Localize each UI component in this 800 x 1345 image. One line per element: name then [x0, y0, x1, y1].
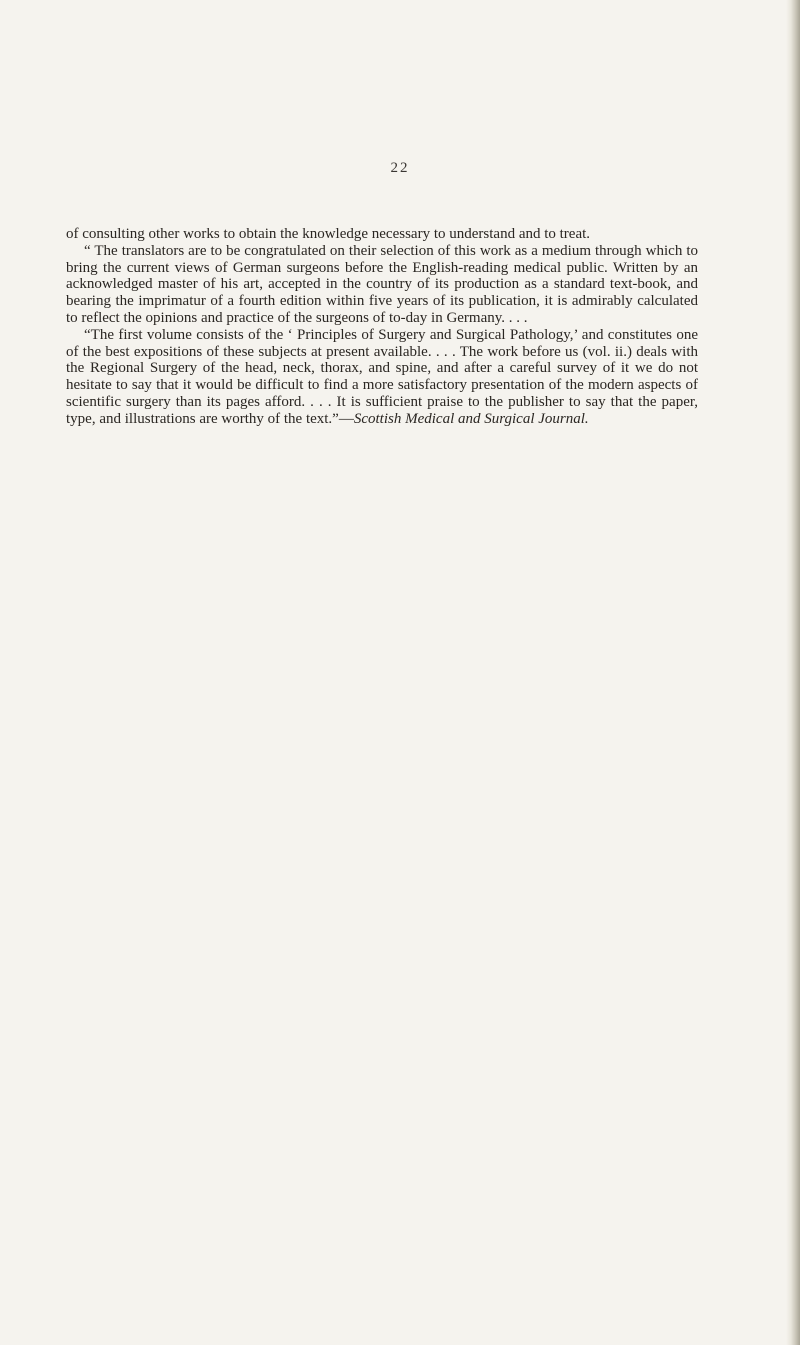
page-number: 22: [390, 160, 410, 176]
paragraph-first-volume-text: “The first volume consists of the ‘ Principles of Surgery and Surgical Pathology,’ and constitutes one of the best expositions of these subjects at present available. . . . The work before us (vol. ii.) deals with the Regional Surgery of the head, neck, thorax, and spine, and after a careful survey of it we do not hesitate to say that it would be difficult to find a more satisfactory presentation of the modern aspects of scientific surgery than its pages afford. . . . It is sufficient praise to the publisher to say that the paper, type, and illustrations are worthy of the text.”—: [66, 326, 698, 427]
review-text: [66, 226, 698, 428]
paragraph-first-volume: [66, 327, 698, 428]
paragraph-translators: “ The translators are to be congratulated on their selection of this work as a medium through which to bring the current views of German surgeons before the English-reading medical public. Written by an acknowledged master of his art, accepted in the country of its production as a standard text-book, and bearing the imprimatur of a fourth edition within five years of its publication, it is admirably calculated to reflect the opinions and practice of the surgeons of to-day in Germany. . . .: [66, 242, 698, 326]
source-citation: Scottish Medical and Surgical Journal.: [353, 410, 589, 427]
page-edge-shadow: [786, 0, 800, 1345]
paragraph-continuation: of consulting other works to obtain the knowledge necessary to understand and to treat.: [66, 226, 591, 242]
